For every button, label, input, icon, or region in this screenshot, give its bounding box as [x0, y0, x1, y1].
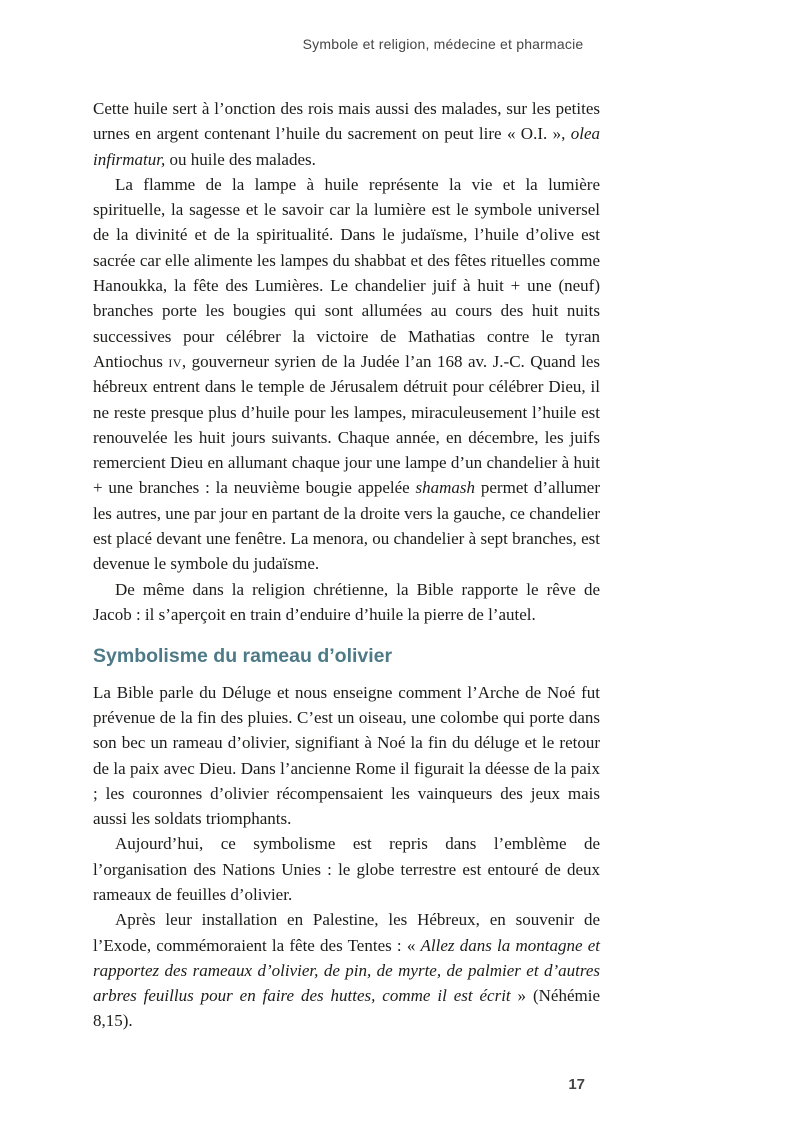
paragraph-feast-of-tents [93, 907, 600, 1033]
text-segment: , gouverneur syrien de la Judée l’an 168 av. J.-C. Quand les hébreux entrent dans le temple de Jérusalem détruit pour célébrer Dieu, il ne reste presque plus d’huile pour les lampes, miraculeusement l’huile est renouvelée les huit jours suivants. Chaque année, en décembre, les juifs remercient Dieu en allumant chaque jour une lampe d’un chandelier à huit + une branches : la neuvième bougie appelée [93, 351, 600, 498]
italic-segment: olea infirmatur, [93, 124, 600, 169]
text-segment: Aujourd’hui, ce symbolisme est repris dans l’emblème de l’organisation des Nations Unies : le globe terrestre est entouré de deux rameaux de feuilles d’olivier. [93, 834, 600, 904]
text-segment: La Bible parle du Déluge et nous enseigne comment l’Arche de Noé fut prévenue de la fin des pluies. C’est un oiseau, une colombe qui porte dans son bec un rameau d’olivier, signifiant à Noé la fin du déluge et le retour de la paix avec Dieu. Dans l’ancienne Rome il figurait la déesse de la paix ; les couronnes d’olivier récompensaient les vainqueurs des jeux mais aussi les soldats triomphants. [93, 682, 600, 829]
text-segment: De même dans la religion chrétienne, la Bible rapporte le rêve de Jacob : il s’aperçoit en train d’enduire d’huile la pierre de l’autel. [93, 579, 600, 624]
running-header: Symbole et religion, médecine et pharmacie [302, 36, 584, 52]
paragraph-lamp-flame [93, 172, 600, 577]
text-segment: ou huile des malades. [165, 149, 316, 169]
text-segment: » (Néhémie 8,15). [93, 986, 600, 1031]
smallcaps-segment: iv [168, 351, 182, 371]
italic-segment: shamash [415, 478, 476, 498]
page-body [93, 96, 600, 1034]
page-number: 17 [568, 1076, 585, 1093]
paragraph-jacob [93, 577, 600, 628]
paragraph-united-nations [93, 831, 600, 907]
text-segment: Après leur installation en Palestine, les Hébreux, en souvenir de l’Exode, commémoraient la fête des Tentes : « [93, 910, 600, 955]
section-heading: Symbolisme du rameau d’olivier [93, 645, 393, 668]
text-segment: permet d’allumer les autres, une par jour en partant de la droite vers la gauche, ce chandelier est placé devant une fenêtre. La menora, ou chandelier à sept branches, est devenue le symbole du judaïsme. [93, 478, 601, 574]
paragraph-deluge [93, 680, 600, 832]
text-segment: La flamme de la lampe à huile représente la vie et la lumière spirituelle, la sagesse et le savoir car la lumière est le symbole universel de la divinité et de la spiritualité. Dans le judaïsme, l’huile d’olive est sacrée car elle alimente les lampes du shabbat et des fêtes rituelles comme Hanoukka, la fête des Lumières. Le chandelier juif à huit + une (neuf) branches porte les bougies qui sont allumées au cours des huit nuits successives pour célébrer la victoire de Mathatias contre le tyran Antiochus [93, 174, 600, 371]
italic-segment: Allez dans la montagne et rapportez des rameaux d’olivier, de pin, de myrte, de palmier et d’autres arbres feuillus pour en faire des huttes, comme il est écrit [93, 935, 600, 1006]
paragraph-oil-anointing [93, 96, 600, 172]
text-segment: Cette huile sert à l’onction des rois mais aussi des malades, sur les petites urnes en argent contenant l’huile du sacrement on peut lire « O.I. », [93, 99, 600, 144]
